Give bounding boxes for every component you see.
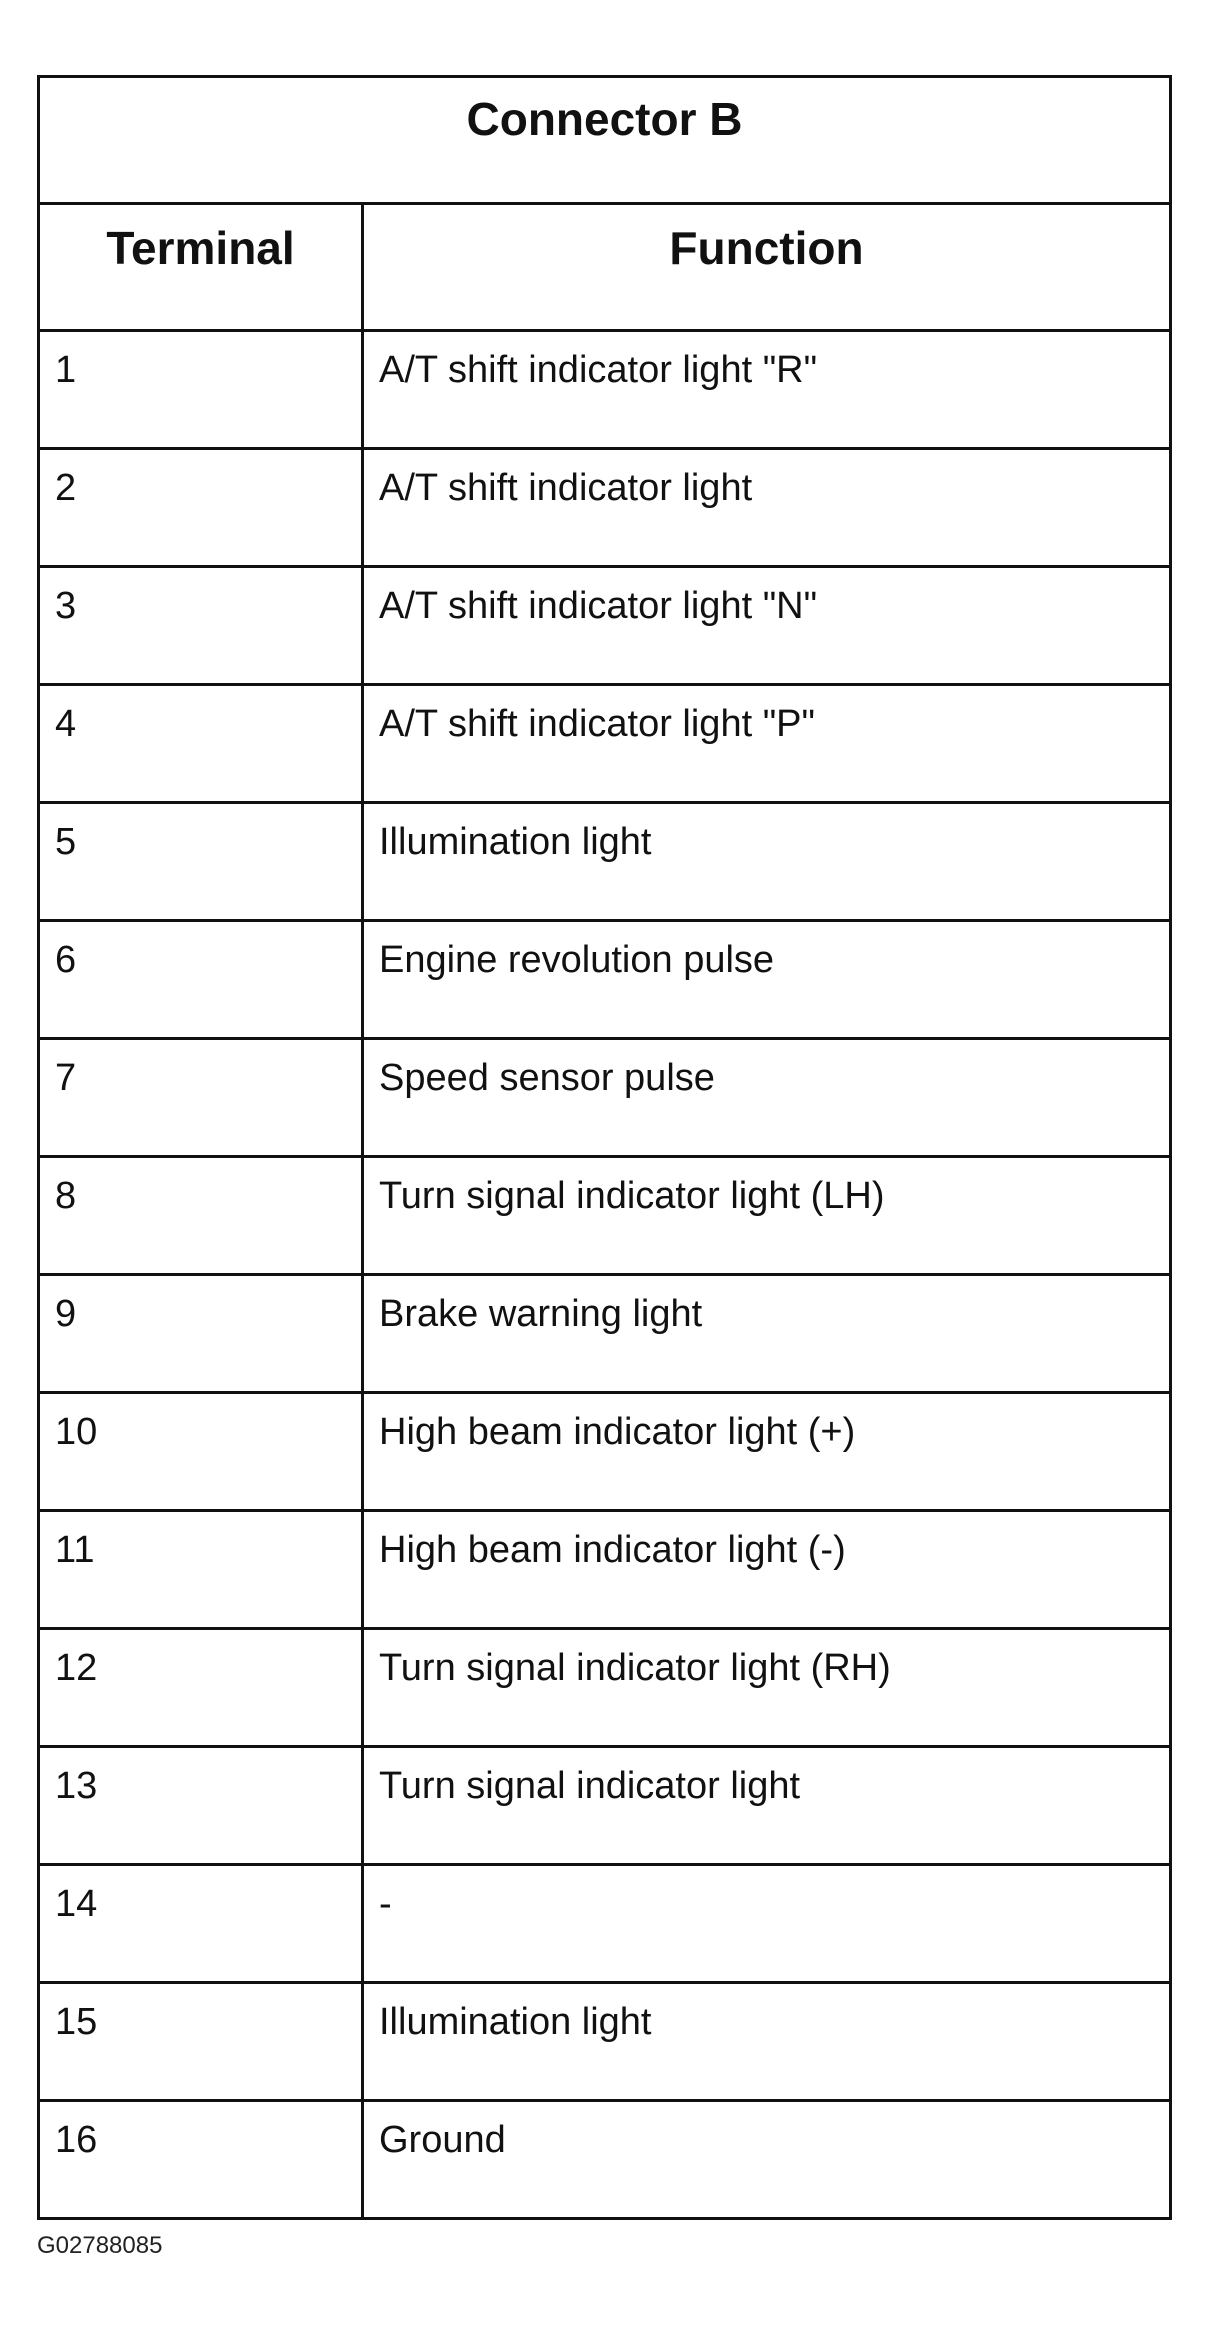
function-cell xyxy=(363,1039,1171,1157)
function-value: High beam indicator light (+) xyxy=(379,1411,856,1453)
terminal-value: 3 xyxy=(55,585,77,627)
function-value: - xyxy=(379,1883,392,1925)
function-cell xyxy=(363,449,1171,567)
terminal-value: 13 xyxy=(55,1765,98,1807)
table-title xyxy=(39,77,1171,204)
terminal-cell xyxy=(39,803,363,921)
terminal-cell xyxy=(39,1275,363,1393)
terminal-cell xyxy=(39,567,363,685)
terminal-cell xyxy=(39,1157,363,1275)
function-cell xyxy=(363,567,1171,685)
table-row xyxy=(39,1157,1171,1275)
function-value: A/T shift indicator light "P" xyxy=(379,703,816,745)
table-row xyxy=(39,449,1171,567)
terminal-cell xyxy=(39,2101,363,2219)
terminal-value: 16 xyxy=(55,2119,98,2161)
function-cell xyxy=(363,1983,1171,2101)
function-cell xyxy=(363,921,1171,1039)
terminal-value: 10 xyxy=(55,1411,98,1453)
function-value: A/T shift indicator light xyxy=(379,467,753,509)
function-cell xyxy=(363,1865,1171,1983)
table-row xyxy=(39,1275,1171,1393)
column-header-function-text: Function xyxy=(669,222,864,274)
terminal-value: 14 xyxy=(55,1883,98,1925)
function-value: A/T shift indicator light "N" xyxy=(379,585,818,627)
table-header-row xyxy=(39,204,1171,331)
function-cell xyxy=(363,685,1171,803)
function-value: Speed sensor pulse xyxy=(379,1057,715,1099)
terminal-cell xyxy=(39,1511,363,1629)
function-value: Illumination light xyxy=(379,821,652,863)
terminal-value: 15 xyxy=(55,2001,98,2043)
function-cell xyxy=(363,2101,1171,2219)
figure-id: G02788085 xyxy=(37,2232,163,2259)
function-cell xyxy=(363,803,1171,921)
function-cell xyxy=(363,1275,1171,1393)
table-row xyxy=(39,685,1171,803)
terminal-value: 2 xyxy=(55,467,77,509)
terminal-value: 4 xyxy=(55,703,77,745)
terminal-value: 11 xyxy=(55,1529,95,1571)
terminal-value: 6 xyxy=(55,939,77,981)
table-row xyxy=(39,1039,1171,1157)
terminal-cell xyxy=(39,1983,363,2101)
table-row xyxy=(39,1629,1171,1747)
terminal-value: 9 xyxy=(55,1293,77,1335)
table-row xyxy=(39,1865,1171,1983)
terminal-cell xyxy=(39,1039,363,1157)
terminal-cell xyxy=(39,449,363,567)
terminal-value: 5 xyxy=(55,821,77,863)
terminal-value: 12 xyxy=(55,1647,98,1689)
table-row xyxy=(39,803,1171,921)
terminal-value: 7 xyxy=(55,1057,77,1099)
terminal-cell xyxy=(39,1747,363,1865)
table-row xyxy=(39,567,1171,685)
table-row xyxy=(39,1393,1171,1511)
terminal-value: 1 xyxy=(55,349,77,391)
connector-table-container xyxy=(37,75,1169,2220)
terminal-cell xyxy=(39,1393,363,1511)
function-cell xyxy=(363,1511,1171,1629)
terminal-cell xyxy=(39,331,363,449)
table-row xyxy=(39,1983,1171,2101)
column-header-terminal xyxy=(39,204,363,331)
terminal-cell xyxy=(39,1865,363,1983)
function-cell xyxy=(363,1393,1171,1511)
column-header-function xyxy=(363,204,1171,331)
table-row xyxy=(39,1747,1171,1865)
function-value: Turn signal indicator light (LH) xyxy=(379,1175,885,1217)
connector-b-table xyxy=(37,75,1172,2220)
function-value: Brake warning light xyxy=(379,1293,703,1335)
function-value: Ground xyxy=(379,2119,506,2161)
function-value: Turn signal indicator light xyxy=(379,1765,801,1807)
terminal-cell xyxy=(39,921,363,1039)
function-cell xyxy=(363,1157,1171,1275)
function-value: High beam indicator light (-) xyxy=(379,1529,846,1571)
table-row xyxy=(39,331,1171,449)
table-row xyxy=(39,1511,1171,1629)
function-value: A/T shift indicator light "R" xyxy=(379,349,818,391)
function-value: Turn signal indicator light (RH) xyxy=(379,1647,891,1689)
table-row xyxy=(39,921,1171,1039)
table-title-row xyxy=(39,77,1171,204)
function-cell xyxy=(363,1747,1171,1865)
function-value: Illumination light xyxy=(379,2001,652,2043)
terminal-cell xyxy=(39,685,363,803)
function-value: Engine revolution pulse xyxy=(379,939,775,981)
terminal-cell xyxy=(39,1629,363,1747)
function-cell xyxy=(363,331,1171,449)
column-header-terminal-text: Terminal xyxy=(106,222,295,274)
terminal-value: 8 xyxy=(55,1175,77,1217)
table-row xyxy=(39,2101,1171,2219)
table-title-text: Connector B xyxy=(466,93,743,145)
function-cell xyxy=(363,1629,1171,1747)
